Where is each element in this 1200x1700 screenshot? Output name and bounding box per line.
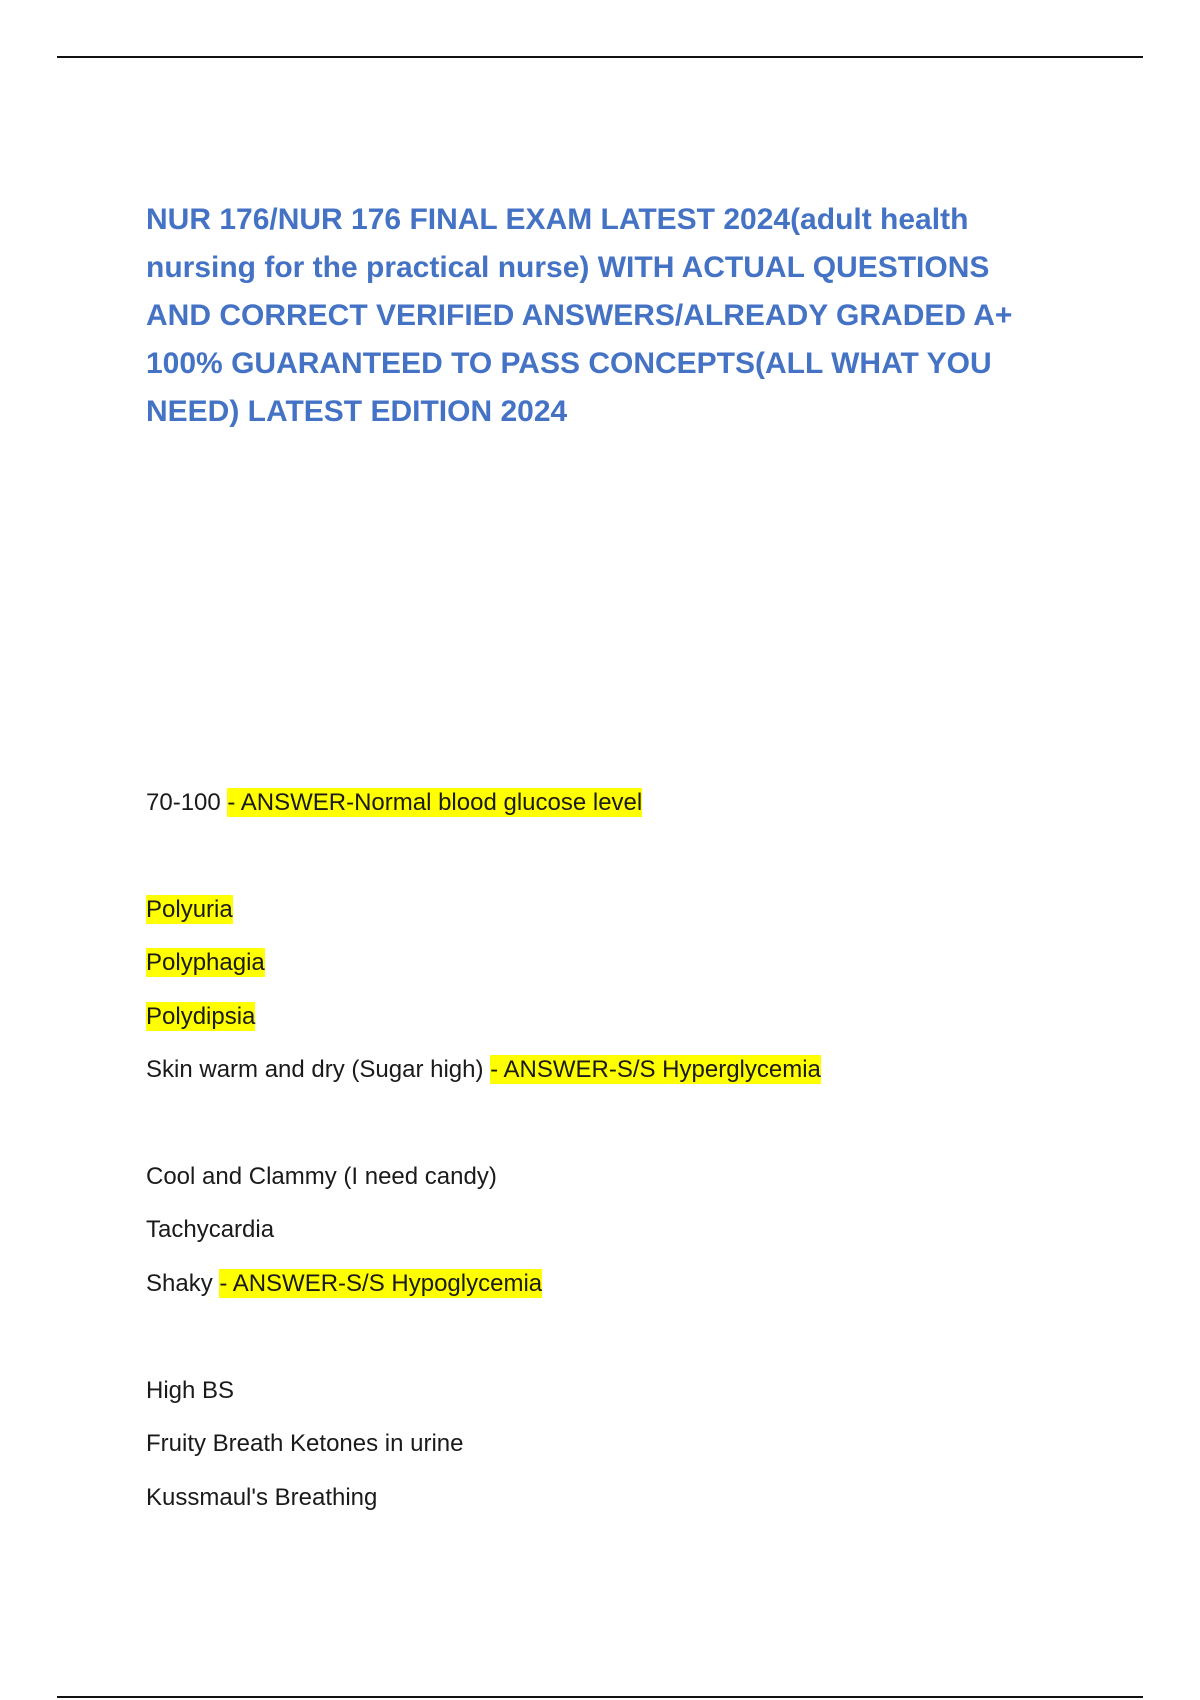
qa-entry-hypoglycemia-line bbox=[146, 1213, 274, 1247]
title-line: AND CORRECT VERIFIED ANSWERS/ALREADY GRADED A+ bbox=[146, 299, 1013, 332]
qa-entry-hypoglycemia bbox=[146, 1267, 542, 1301]
qa-entry-dka-line bbox=[146, 1374, 234, 1408]
question-text: Cool and Clammy (I need candy) bbox=[146, 1163, 497, 1190]
highlighted-term: Polyuria bbox=[146, 896, 233, 923]
header-rule bbox=[57, 56, 1143, 58]
qa-entry-hyperglycemia-line bbox=[146, 893, 233, 927]
question-text: Skin warm and dry (Sugar high) bbox=[146, 1056, 491, 1083]
answer-highlight: - ANSWER-Normal blood glucose level bbox=[227, 789, 643, 816]
qa-entry-hyperglycemia bbox=[146, 1053, 821, 1087]
qa-entry-hyperglycemia-line bbox=[146, 1000, 255, 1034]
highlighted-term: Polydipsia bbox=[146, 1003, 256, 1030]
document-title bbox=[146, 196, 1046, 436]
question-text: High BS bbox=[146, 1377, 235, 1404]
question-text: Shaky bbox=[146, 1270, 220, 1297]
question-text: 70-100 bbox=[146, 789, 228, 816]
qa-entry-hypoglycemia-line bbox=[146, 1160, 497, 1194]
highlighted-term: Polyphagia bbox=[146, 949, 265, 976]
footer-rule bbox=[57, 1696, 1143, 1698]
question-text: Kussmaul's Breathing bbox=[146, 1484, 378, 1511]
answer-highlight: - ANSWER-S/S Hyperglycemia bbox=[490, 1056, 821, 1083]
qa-entry-hyperglycemia-line bbox=[146, 946, 265, 980]
title-line: 100% GUARANTEED TO PASS CONCEPTS(ALL WHAT YOU bbox=[146, 347, 992, 380]
answer-highlight: - ANSWER-S/S Hypoglycemia bbox=[219, 1270, 543, 1297]
question-text: Fruity Breath Ketones in urine bbox=[146, 1430, 464, 1457]
qa-entry-dka-line bbox=[146, 1481, 377, 1515]
qa-entry-normal-glucose bbox=[146, 786, 642, 820]
title-line: NEED) LATEST EDITION 2024 bbox=[146, 395, 568, 428]
title-line: nursing for the practical nurse) WITH ACTUAL QUESTIONS bbox=[146, 251, 990, 284]
title-line: NUR 176/NUR 176 FINAL EXAM LATEST 2024(adult health bbox=[146, 203, 969, 236]
question-text: Tachycardia bbox=[146, 1216, 275, 1243]
qa-entry-dka-line bbox=[146, 1427, 464, 1461]
